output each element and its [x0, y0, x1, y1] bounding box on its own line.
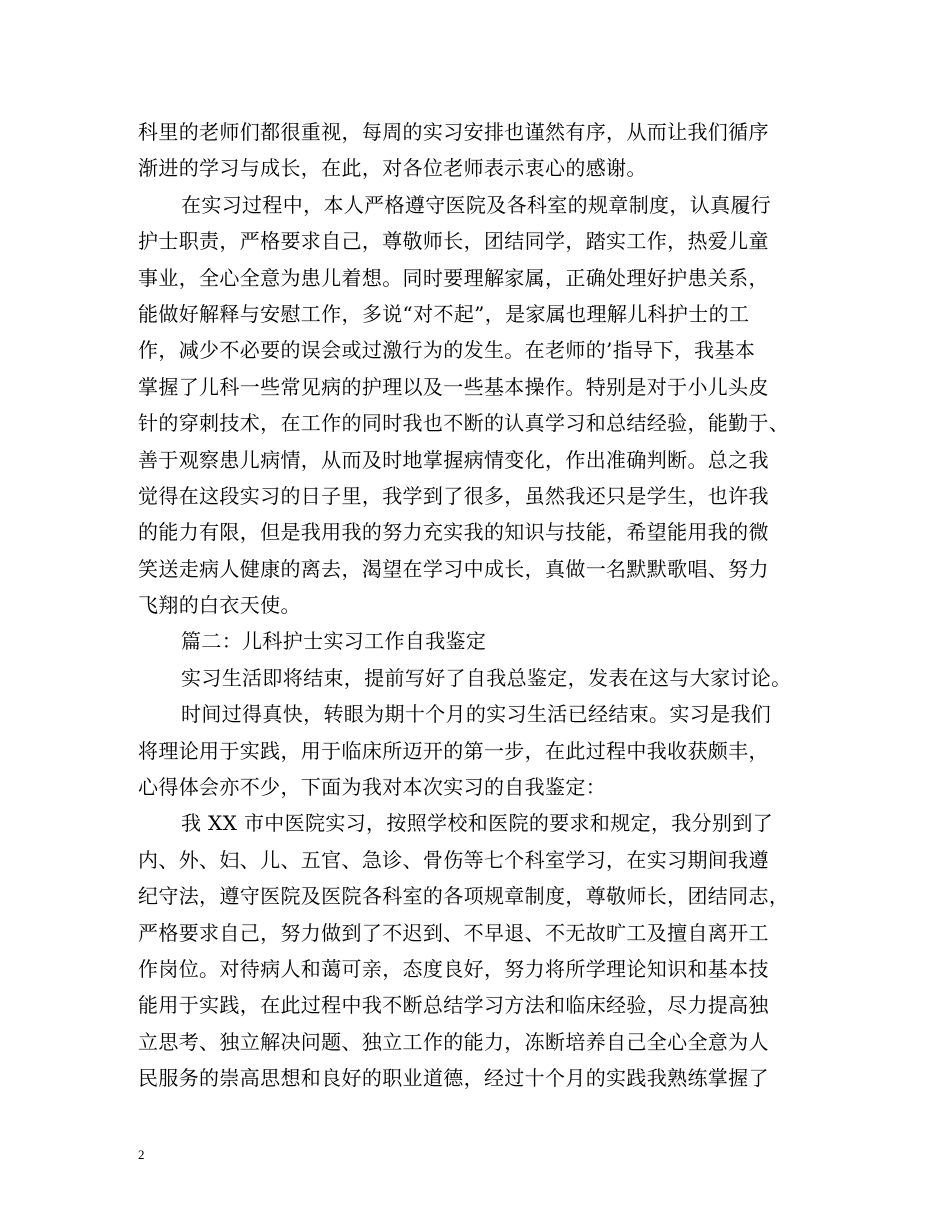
text-line: 能用于实践，在此过程中我不断总结学习方法和临床经验，尽力提高独 — [138, 993, 769, 1018]
text-line: 觉得在这段实习的日子里，我学到了很多，虽然我还只是学生，也许我 — [138, 483, 769, 508]
text-line: 科里的老师们都很重视，每周的实习安排也谨然有序，从而让我们循序 — [138, 120, 769, 144]
text-line: 飞翔的白衣天使。 — [138, 593, 301, 618]
text-line: 笑送走病人健康的离去，渴望在学习中成长，真做一名默默歌唱、努力 — [138, 556, 769, 581]
text-line: 立思考、独立解决问题、独立工作的能力，冻断培养自己全心全意为人 — [138, 1029, 769, 1054]
page-number: 2 — [138, 1147, 145, 1162]
text-line: 时间过得真快，转眼为期十个月的实习生活已经结束。实习是我们 — [181, 702, 772, 727]
text-line: 掌握了儿科一些常见病的护理以及一些基本操作。特别是对于小儿头皮 — [138, 374, 769, 399]
text-line: 将理论用于实践，用于临床所迈开的第一步，在此过程中我收获颇丰， — [138, 738, 769, 763]
text-line: 的能力有限，但是我用我的努力充实我的知识与技能，希望能用我的微 — [138, 520, 769, 545]
text-line: 民服务的崇高思想和良好的职业道德，经过十个月的实践我熟练掌握了 — [138, 1066, 769, 1091]
text-line: 护士职责，严格要求自己，尊敬师长，团结同学，踏实工作，热爱儿童 — [138, 229, 769, 254]
text-line: 我 XX 市中医院实习，按照学校和医院的要求和规定，我分别到了 — [181, 811, 774, 836]
text-line: 作岗位。对待病人和蔼可亲，态度良好，努力将所学理论知识和基本技 — [138, 956, 769, 981]
text-line: 渐进的学习与成长，在此，对各位老师表示衷心的感谢。 — [138, 156, 647, 181]
text-line: 作，减少不必要的误会或过激行为的发生。在老师的’指导下，我基本 — [138, 338, 756, 363]
text-line: 纪守法，遵守医院及医院各科室的各项规章制度，尊敬师长，团结同志， — [138, 884, 790, 909]
text-line: 善于观察患儿病情，从而及时地掌握病情变化，作出准确判断。总之我 — [138, 447, 769, 472]
text-line: 篇二：儿科护士实习工作自我鉴定 — [181, 629, 487, 654]
text-line: 在实习过程中，本人严格遵守医院及各科室的规章制度，认真履行 — [181, 192, 772, 217]
text-line: 实习生活即将结束，提前写好了自我总鉴定，发表在这与大家讨论。 — [181, 665, 792, 690]
text-line: 内、外、妇、儿、五官、急诊、骨伤等七个科室学习，在实习期间我遵 — [138, 847, 769, 872]
text-line: 事业，全心全意为患儿着想。同时要理解家属，正确处理好护患关系， — [138, 265, 769, 290]
document-body — [138, 114, 828, 1097]
text-line: 针的穿刺技术，在工作的同时我也不断的认真学习和总结经验，能勤于、 — [138, 411, 790, 436]
text-line: 严格要求自己，努力做到了不迟到、不早退、不无故旷工及擅自离开工 — [138, 920, 769, 945]
text-line: 能做好解释与安慰工作，多说“对不起”，是家属也理解儿科护士的工 — [138, 301, 750, 326]
text-line: 心得体会亦不少，下面为我对本次实习的自我鉴定： — [138, 775, 607, 800]
